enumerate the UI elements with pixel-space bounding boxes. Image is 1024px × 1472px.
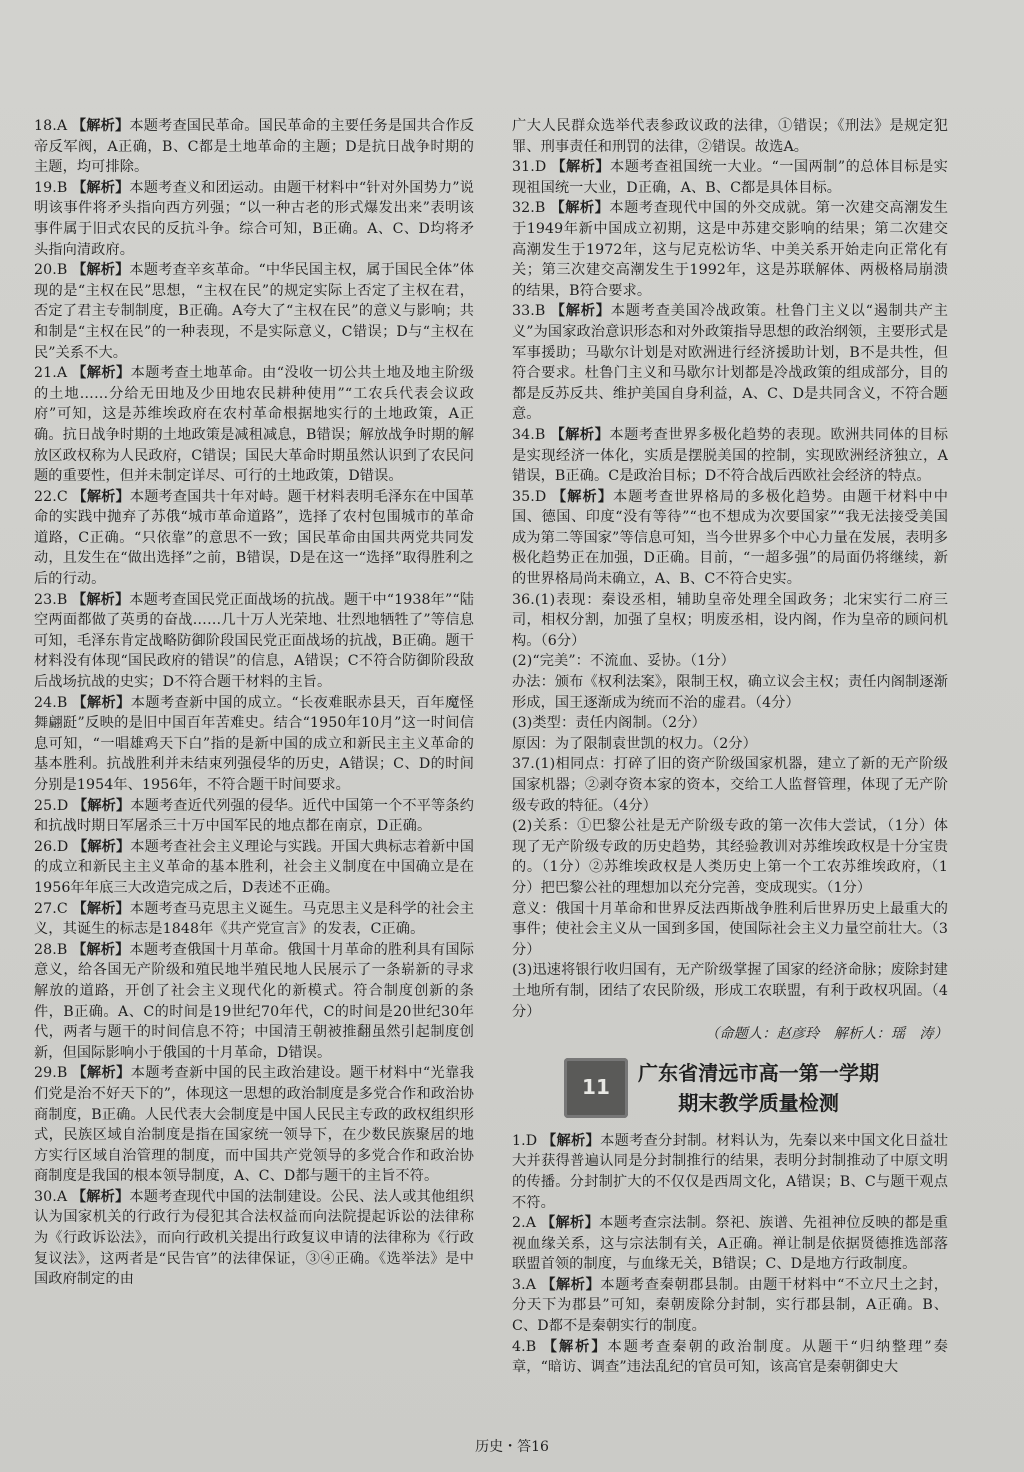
section-number-badge: 11 xyxy=(564,1058,628,1118)
analysis-tag: 【解析】 xyxy=(72,262,130,279)
answer-number: 28.B xyxy=(34,941,68,958)
answer-number: 4.B xyxy=(512,1338,537,1355)
answer-text: 本题考查世界多极化趋势的表现。欧洲共同体的目标是实现经济一体化，实质是摆脱美国的控制，实现欧洲经济独立，A错误，B正确。C是政治目标；D不符合战后西欧社会经济的特点。 xyxy=(512,426,948,485)
answer-item xyxy=(34,487,474,590)
answer-number: 34.B xyxy=(512,426,546,443)
answer-number: 1.D xyxy=(512,1132,538,1149)
answer-item xyxy=(34,260,474,363)
answer-text: 本题考查马克思主义诞生。马克思主义是科学的社会主义，其诞生的标志是1848年《共产党宣言》的发表，C正确。 xyxy=(34,900,474,938)
answer-text: 本题考查国民革命。国民革命的主要任务是国共合作反帝反军阀，A正确，B、C都是土地革命的主题；D是抗日战争时期的主题，均可排除。 xyxy=(34,118,474,176)
answer-text: 本题考查国共十年对峙。题干材料表明毛泽东在中国革命的实践中抛弃了苏俄“城市革命道路”，选择了农村包围城市的革命道路，C正确。“只依靠”的意思不一致；国民革命由国共两党共同发动，且发生在“做出选择”之前，B错误，D是在这一“选择”取得胜利之后的行动。 xyxy=(34,488,474,588)
answer-number: 35.D xyxy=(512,488,547,505)
author-credit: （命题人：赵彦玲 解析人：瑶 涛） xyxy=(705,1026,948,1043)
answer-item xyxy=(34,178,474,260)
answer-item xyxy=(512,425,948,487)
analysis-tag: 【解析】 xyxy=(72,365,131,382)
answer-item xyxy=(34,693,474,796)
answer-number: 36. xyxy=(512,591,535,608)
answer-item xyxy=(512,116,948,157)
answer-text: (1)表现：秦设丞相，辅助皇帝处理全国政务；北宋实行二府三司，相权分割，加强了皇权；明废丞相，设内阁，作为皇帝的顾问机构。（6分） xyxy=(512,591,948,649)
answer-item xyxy=(512,157,948,198)
answer-text: 本题考查祖国统一大业。“一国两制”的总体目标是实现祖国统一大业，D正确，A、B、C都是具体目标。 xyxy=(512,159,948,196)
right-column xyxy=(512,116,948,1378)
answer-text: 本题考查新中国的成立。“长夜难眠赤县天，百年魔怪舞翩跹”反映的是旧中国百年苦难史。结合“1950年10月”这一时间信息可知，“一唱雄鸡天下白”指的是新中国的成立和新民主主义革命的基本胜利。抗战胜利并未结束列强侵华的历史，A错误；C、D的时间分别是1954年、1956年，不符合题干时间要求。 xyxy=(34,694,474,793)
answer-subpart: (2)“完美”：不流血、妥协。（1分） xyxy=(512,653,735,670)
answer-text: 本题考查秦朝的政治制度。从题干“归纳整理”奏章，“暗访、调查”违法乱纪的官员可知，该高官是秦朝御史大 xyxy=(512,1338,948,1376)
section-title xyxy=(638,1058,879,1118)
left-column xyxy=(34,116,474,1290)
analysis-tag: 【解析】 xyxy=(551,488,614,505)
answer-number: 21.A xyxy=(34,365,68,382)
answer-subpart: (3)类型：责任内阁制。（2分） xyxy=(512,715,706,732)
analysis-tag: 【解析】 xyxy=(550,426,610,443)
answer-text: 本题考查近代列强的侵华。近代中国第一个不平等条约和抗战时期日军屠杀三十万中国军民的地点都在南京，D正确。 xyxy=(34,797,474,835)
answer-item xyxy=(512,1131,948,1213)
analysis-tag: 【解析】 xyxy=(72,179,130,196)
answer-text: 本题考查土地革命。由“没收一切公共土地及地主阶级的土地……分给无田地及少田地农民耕种使用”“工农兵代表会议政府”可知，这是苏维埃政府在农村革命根据地实行的土地政策，A正确。抗日战争时期的土地政策是减租减息，B错误；解放战争时期的解放区政权称为人民政府，C错误；国民大革命时期虽然认识到了农民问题的重要性，但并未制定详尽、可行的土地政策，D错误。 xyxy=(34,365,474,485)
answer-number: 2.A xyxy=(512,1215,537,1232)
answer-item xyxy=(512,198,948,301)
answer-text: 本题考查社会主义理论与实践。开国大典标志着新中国的成立和新民主主义革命的基本胜利，社会主义制度在中国确立是在1956年年底三大改造完成之后，D表述不正确。 xyxy=(34,838,474,896)
section-banner xyxy=(564,1053,948,1123)
answer-item xyxy=(34,116,474,178)
section-title-line1: 广东省清远市高一第一学期 xyxy=(638,1060,880,1085)
answer-text: 本题考查辛亥革命。“中华民国主权，属于国民全体”体现的是“主权在民”思想，“主权在民”的规定实际上否定了主权在君，否定了君主专制制度，B正确。A夸大了“主权在民”的意义与影响；共和制是“主权在民”的一种表现，不是实际意义，C错误；D与“主权在民”关系不大。 xyxy=(34,262,474,361)
analysis-tag: 【解析】 xyxy=(72,488,130,505)
answer-text: 本题考查义和团运动。由题干材料中“针对外国势力”说明该事件将矛头指向西方列强；“以一种古老的形式爆发出来”表明该事件属于旧式农民的反抗斗争。综合可知，B正确。A、C、D均将矛头指向清政府。 xyxy=(34,179,474,258)
section-title-line2: 期末教学质量检测 xyxy=(678,1090,839,1115)
answer-text: 本题考查宗法制。祭祀、族谱、先祖神位反映的都是重视血缘关系，这与宗法制有关，A正确。禅让制是依据贤德推选部落联盟首领的制度，与血缘无关，B错误；C、D是地方行政制度。 xyxy=(512,1215,948,1273)
answer-item xyxy=(34,590,474,693)
answer-number: 29.B xyxy=(34,1065,68,1082)
answer-number: 22.C xyxy=(34,488,68,505)
answer-number: 24.B xyxy=(34,694,68,711)
analysis-tag: 【解析】 xyxy=(550,303,611,320)
analysis-tag: 【解析】 xyxy=(551,159,611,176)
answer-item xyxy=(34,940,474,1064)
answer-item xyxy=(512,301,948,425)
analysis-tag: 【解析】 xyxy=(72,591,130,608)
answer-item xyxy=(34,899,474,940)
analysis-tag: 【解析】 xyxy=(72,694,131,711)
answer-text: 本题考查现代中国的法制建设。公民、法人或其他组织认为国家机关的行政行为侵犯其合法权益而向法院提起诉讼的法律称为《行政诉讼法》，而向行政机关提出行政复议申请的法律称为《行政复议法》，这两者是“民告官”的法律保证，③④正确。《选举法》是中国政府制定的由 xyxy=(34,1188,474,1288)
answer-text: 本题考查新中国的民主政治建设。题干材料中“光靠我们党是治不好天下的”，体现这一思想的政治制度是多党合作和政治协商制度，B正确。人民代表大会制度是中国人民民主专政的政权组织形式，民族区域自治制度是指在国家统一领导下，在少数民族聚居的地方实行区域自治管理的制度，而中国共产党领导的多党合作和政治协商制度是我国的根本领导制度，A、C、D都与题干的主旨不符。 xyxy=(34,1065,474,1185)
analysis-tag: 【解析】 xyxy=(72,941,130,958)
analysis-tag: 【解析】 xyxy=(71,118,130,134)
analysis-tag: 【解析】 xyxy=(540,1215,600,1232)
answer-text: 本题考查俄国十月革命。俄国十月革命的胜利具有国际意义，给各国无产阶级和殖民地半殖民地人民展示了一条崭新的寻求解放的道路，开创了社会主义现代化的新模式。符合制度创新的条件，B正确。A、C的时间是19世纪70年代，C的时间是20世纪30年代，两者与题干的时间信息不符；中国清王朝被推翻虽然引起制度创新，但国际影响小于俄国的十月革命，D错误。 xyxy=(34,941,474,1061)
answer-text: 本题考查世界格局的多极化趋势。由题干材料中中国、德国、印度“没有等待”“也不想成为次要国家”“我无法接受美国成为第二等国家”等信息可知，当今世界多个中心力量在发展，表明多极化趋势正在加强，D正确。目前，“一超多强”的局面仍将继续，新的世界格局尚未确立，A、B、C不符合史实。 xyxy=(512,488,948,588)
analysis-tag: 【解析】 xyxy=(72,1065,131,1082)
answer-item xyxy=(34,1187,474,1290)
answer-subpart: 原因：为了限制袁世凯的权力。（2分） xyxy=(512,735,757,752)
analysis-tag: 【解析】 xyxy=(72,900,130,917)
answer-number: 20.B xyxy=(34,262,68,279)
answer-subpart: (2)关系：①巴黎公社是无产阶级专政的第一次伟大尝试，（1分）体现了无产阶级专政的历史趋势，其经验教训对苏维埃政权是十分宝贵的。（1分）②苏维埃政权是人类历史上第一个工农苏维埃政府，（1分）把巴黎公社的理想加以充分完善，变成现实。（1分） xyxy=(512,818,948,896)
answer-number: 30.A xyxy=(34,1188,68,1205)
analysis-tag: 【解析】 xyxy=(541,1276,601,1293)
analysis-tag: 【解析】 xyxy=(73,797,131,814)
analysis-tag: 【解析】 xyxy=(71,1188,130,1205)
answer-number: 27.C xyxy=(34,900,68,917)
answer-item xyxy=(34,796,474,837)
answer-item xyxy=(512,754,948,816)
answer-number: 31.D xyxy=(512,159,547,176)
answer-text: 本题考查分封制。材料认为，先秦以来中国文化日益壮大并获得普遍认同是分封制推行的结果，表明分封制推动了中原文明的传播。分封制扩大的不仅仅是西周文化，A错误；B、C与题干观点不符。 xyxy=(512,1132,948,1211)
answer-number: 37. xyxy=(512,756,535,773)
answer-number: 23.B xyxy=(34,591,68,608)
analysis-tag: 【解析】 xyxy=(550,200,610,217)
answer-number: 18.A xyxy=(34,118,68,134)
answer-item xyxy=(512,590,948,652)
answer-text: 本题考查国民党正面战场的抗战。题干中“1938年”“陆空两面都做了英勇的奋战……几十万人光荣地、壮烈地牺牲了”等信息可知，毛泽东肯定战略防御阶段国民党正面战场的抗战，B正确。题干材料没有体现“国民政府的错误”的信息，A错误；C不符合防御阶段敌后战场抗战的史实；D不符合题干材料的主旨。 xyxy=(34,591,474,691)
analysis-tag: 【解析】 xyxy=(542,1132,601,1149)
answer-item xyxy=(34,363,474,487)
answer-item xyxy=(34,837,474,899)
answer-item xyxy=(34,1063,474,1187)
answer-text: 本题考查美国冷战政策。杜鲁门主义以“遏制共产主义”为国家政治意识形态和对外政策指导思想的政治纲领，主要形式是军事援助；马歇尔计划是对欧洲进行经济援助计划，B不是共性，但符合要求。杜鲁门主义和马歇尔计划都是冷战政策的组成部分，目的都是反苏反共、维护美国自身利益，A、C、D是共同含义，不符合题意。 xyxy=(512,303,948,423)
answer-item xyxy=(512,1213,948,1275)
answer-number: 26.D xyxy=(34,838,69,855)
answer-item xyxy=(512,1337,948,1378)
answer-subpart: (3)迅速将银行收归国有，无产阶级掌握了国家的经济命脉；废除封建土地所有制，团结了农民阶级，形成工农联盟，有利于政权巩固。（4分） xyxy=(512,962,948,1020)
analysis-tag: 【解析】 xyxy=(542,1338,608,1355)
answer-number: 32.B xyxy=(512,200,546,217)
answer-number: 25.D xyxy=(34,797,69,814)
answer-item xyxy=(512,487,948,590)
answer-item xyxy=(512,1275,948,1337)
answer-text: (1)相同点：打碎了旧的资产阶级国家机器，建立了新的无产阶级国家机器；②剥夺资本家的资本，交给工人监督管理，体现了无产阶级专政的特征。（4分） xyxy=(512,756,948,814)
analysis-tag: 【解析】 xyxy=(73,838,131,855)
answer-text: 本题考查秦朝郡县制。由题干材料中“不立尺土之封，分天下为郡县”可知，秦朝废除分封制，实行郡县制，A正确。B、C、D都不是秦朝实行的制度。 xyxy=(512,1276,949,1335)
page-footer: 历史・答16 xyxy=(475,1439,549,1455)
answer-subpart: 意义：俄国十月革命和世界反法西斯战争胜利后世界历史上最重大的事件；使社会主义从一国到多国，使国际社会主义力量空前壮大。（3分） xyxy=(512,900,948,958)
answer-number: 19.B xyxy=(34,179,68,196)
answer-number: 3.A xyxy=(512,1276,537,1293)
answer-number: 33.B xyxy=(512,303,546,320)
answer-subpart: 办法：颁布《权利法案》，限制王权，确立议会主权；责任内阁制逐渐形成，国王逐渐成为统而不治的虚君。（4分） xyxy=(512,674,948,711)
answer-text: 本题考查现代中国的外交成就。第一次建交高潮发生于1949年新中国成立初期，这是中苏建交影响的结果；第二次建交高潮发生于1972年，这与尼克松访华、中美关系开始走向正常化有关；第三次建交高潮发生于1992年，这是苏联解体、两极格局崩溃的结果，B符合要求。 xyxy=(512,200,948,299)
answer-text: 广大人民群众选举代表参政议政的法律，①错误；《刑法》是规定犯罪、刑事责任和刑罚的法律，②错误。故选A。 xyxy=(512,118,948,155)
